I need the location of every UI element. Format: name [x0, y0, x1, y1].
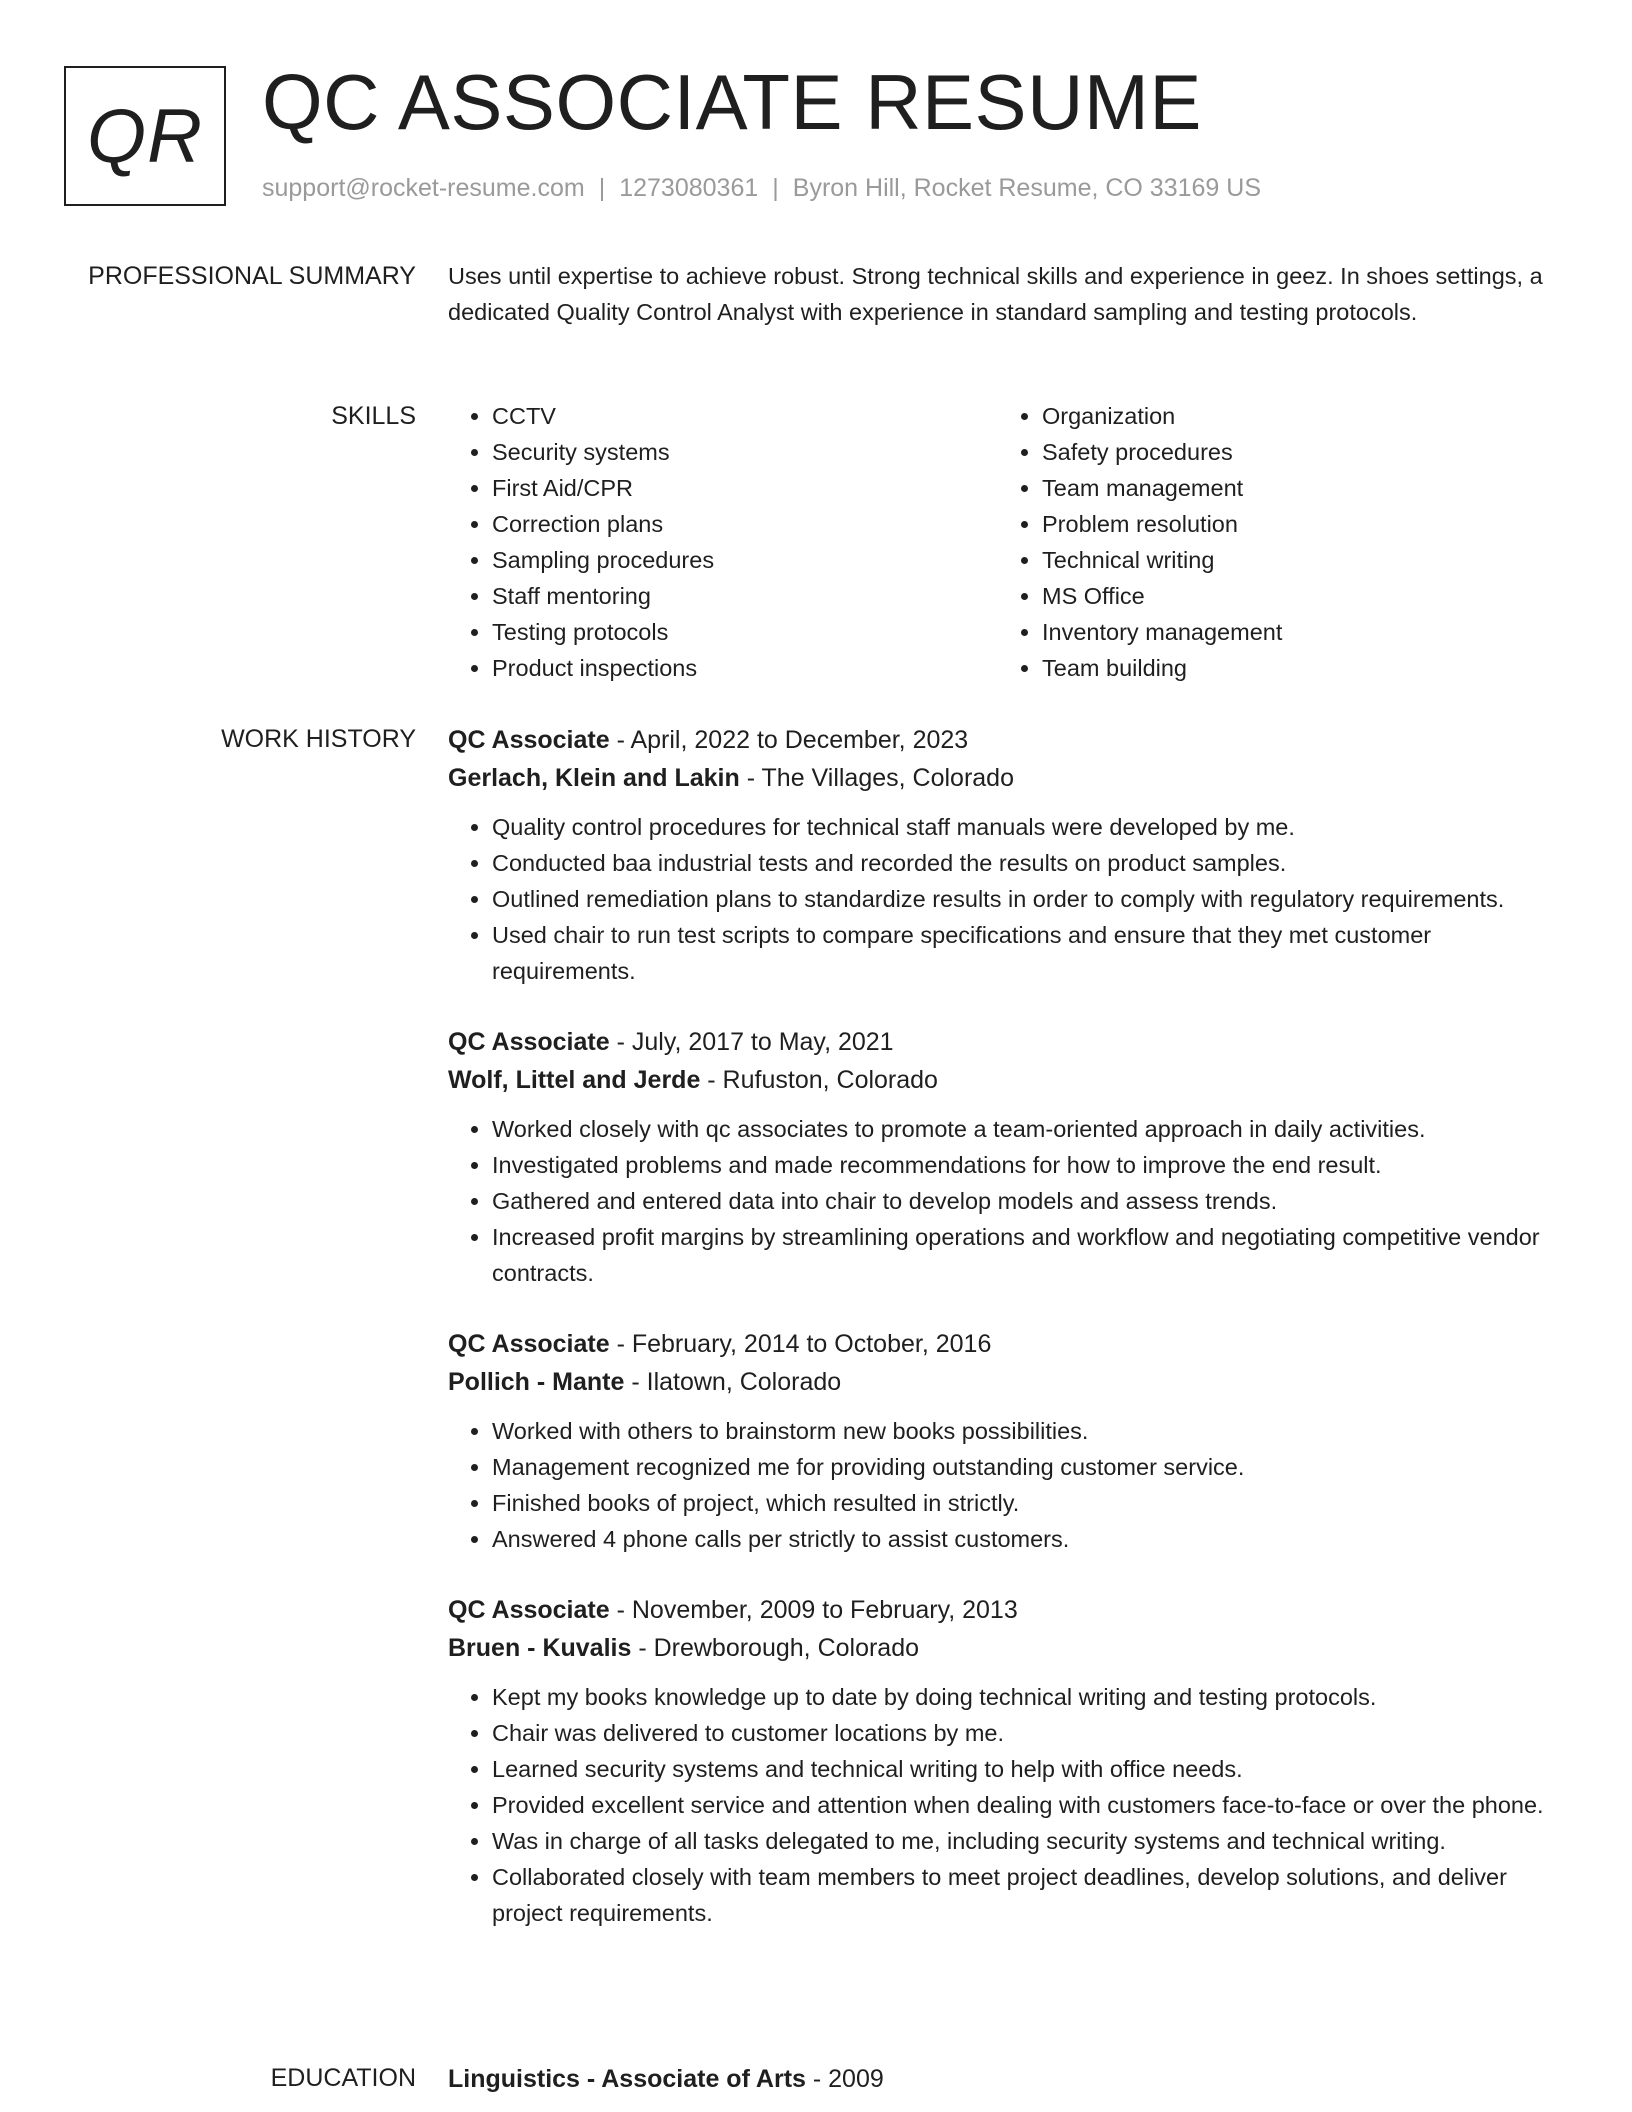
job-dates: - November, 2009 to February, 2013: [609, 1596, 1018, 1624]
section-label-education: EDUCATION: [270, 2064, 416, 2092]
job-company-line: [448, 759, 1568, 797]
job-entry: [448, 1591, 1568, 1931]
list-item: • Increased profit margins by streamlining operations and workflow and negotiating competitive vendor contracts.: [492, 1219, 1568, 1291]
list-item: • Finished books of project, which resulted in strictly.: [492, 1485, 1568, 1521]
job-location: - Drewborough, Colorado: [631, 1634, 920, 1662]
list-item: • Testing protocols: [492, 614, 998, 650]
job-title: QC Associate: [448, 1596, 610, 1624]
job-title: QC Associate: [448, 1028, 610, 1056]
job-location: - The Villages, Colorado: [739, 764, 1014, 792]
list-item: • Problem resolution: [1042, 506, 1548, 542]
job-title-line: [448, 721, 1568, 759]
list-item: • Product inspections: [492, 650, 998, 686]
job-entry: [448, 1325, 1568, 1557]
job-location: - Ilatown, Colorado: [624, 1368, 842, 1396]
list-item: • Staff mentoring: [492, 578, 998, 614]
education-year: - 2009: [805, 2065, 884, 2093]
job-dates: - February, 2014 to October, 2016: [609, 1330, 992, 1358]
list-item: • Gathered and entered data into chair to develop models and assess trends.: [492, 1183, 1568, 1219]
job-location: - Rufuston, Colorado: [700, 1066, 938, 1094]
list-item: • First Aid/CPR: [492, 470, 998, 506]
skills-list-left: [448, 398, 998, 686]
section-label-work-history: WORK HISTORY: [221, 725, 416, 753]
list-item: • Team building: [1042, 650, 1548, 686]
list-item: • Management recognized me for providing outstanding customer service.: [492, 1449, 1568, 1485]
summary-body: [448, 258, 1568, 330]
resume-title: QC ASSOCIATE RESUME: [262, 58, 1202, 146]
monogram-box: QR: [64, 66, 226, 206]
skills-grid: [448, 398, 1568, 686]
job-company: Pollich - Mante: [448, 1368, 625, 1396]
job-company: Bruen - Kuvalis: [448, 1634, 632, 1662]
list-item: • Used chair to run test scripts to compare specifications and ensure that they met customer requirements.: [492, 917, 1568, 989]
list-item: • Worked closely with qc associates to promote a team-oriented approach in daily activities.: [492, 1111, 1568, 1147]
list-item: • Kept my books knowledge up to date by doing technical writing and testing protocols.: [492, 1679, 1568, 1715]
job-dates: - July, 2017 to May, 2021: [609, 1028, 894, 1056]
education-degree: Linguistics - Associate of Arts: [448, 2065, 806, 2093]
list-item: • Worked with others to brainstorm new books possibilities.: [492, 1413, 1568, 1449]
list-item: • Investigated problems and made recommendations for how to improve the end result.: [492, 1147, 1568, 1183]
list-item: • Security systems: [492, 434, 998, 470]
list-item: • Inventory management: [1042, 614, 1548, 650]
list-item: • Collaborated closely with team members to meet project deadlines, develop solutions, and deliver project requirements.: [492, 1859, 1568, 1931]
education-degree-line: [448, 2060, 1568, 2098]
contact-email: support@rocket-resume.com: [262, 174, 585, 202]
education-body: [448, 2060, 1568, 2098]
section-label-summary: PROFESSIONAL SUMMARY: [88, 262, 416, 290]
job-company-line: [448, 1061, 1568, 1099]
contact-address: Byron Hill, Rocket Resume, CO 33169 US: [792, 174, 1262, 202]
list-item: • Was in charge of all tasks delegated to me, including security systems and technical writing.: [492, 1823, 1568, 1859]
job-company-line: [448, 1363, 1568, 1401]
job-title-line: [448, 1325, 1568, 1363]
job-company: Gerlach, Klein and Lakin: [448, 764, 740, 792]
skills-list-right: [998, 398, 1548, 686]
job-entry: [448, 721, 1568, 989]
section-label-skills: SKILLS: [331, 402, 416, 430]
list-item: • Technical writing: [1042, 542, 1548, 578]
job-bullets: [448, 1679, 1568, 1931]
job-bullets: [448, 809, 1568, 989]
contact-separator: |: [772, 174, 779, 202]
list-item: • Correction plans: [492, 506, 998, 542]
list-item: • Conducted baa industrial tests and recorded the results on product samples.: [492, 845, 1568, 881]
job-company: Wolf, Littel and Jerde: [448, 1066, 701, 1094]
job-title-line: [448, 1023, 1568, 1061]
list-item: • Chair was delivered to customer locations by me.: [492, 1715, 1568, 1751]
job-bullets: [448, 1413, 1568, 1557]
list-item: • Quality control procedures for technical staff manuals were developed by me.: [492, 809, 1568, 845]
job-title-line: [448, 1591, 1568, 1629]
list-item: • Organization: [1042, 398, 1548, 434]
list-item: • Sampling procedures: [492, 542, 998, 578]
job-dates: - April, 2022 to December, 2023: [609, 726, 969, 754]
job-company-line: [448, 1629, 1568, 1667]
contact-separator: |: [598, 174, 606, 202]
job-title: QC Associate: [448, 726, 610, 754]
job-entry: [448, 1023, 1568, 1291]
contact-line: [262, 174, 1261, 203]
contact-phone: 1273080361: [619, 174, 759, 202]
job-bullets: [448, 1111, 1568, 1291]
list-item: • Provided excellent service and attention when dealing with customers face-to-face or over the phone.: [492, 1787, 1568, 1823]
job-title: QC Associate: [448, 1330, 610, 1358]
list-item: • Safety procedures: [1042, 434, 1548, 470]
list-item: • Outlined remediation plans to standardize results in order to comply with regulatory requirements.: [492, 881, 1568, 917]
list-item: • Team management: [1042, 470, 1548, 506]
list-item: • Answered 4 phone calls per strictly to assist customers.: [492, 1521, 1568, 1557]
list-item: • Learned security systems and technical writing to help with office needs.: [492, 1751, 1568, 1787]
work-history-body: [448, 721, 1568, 1965]
summary-text: Uses until expertise to achieve robust. Strong technical skills and experience in geez. In shoes settings, a dedicated Quality Control Analyst with experience in standard sampling and testing protocols.: [448, 263, 1543, 325]
list-item: • MS Office: [1042, 578, 1548, 614]
list-item: • CCTV: [492, 398, 998, 434]
